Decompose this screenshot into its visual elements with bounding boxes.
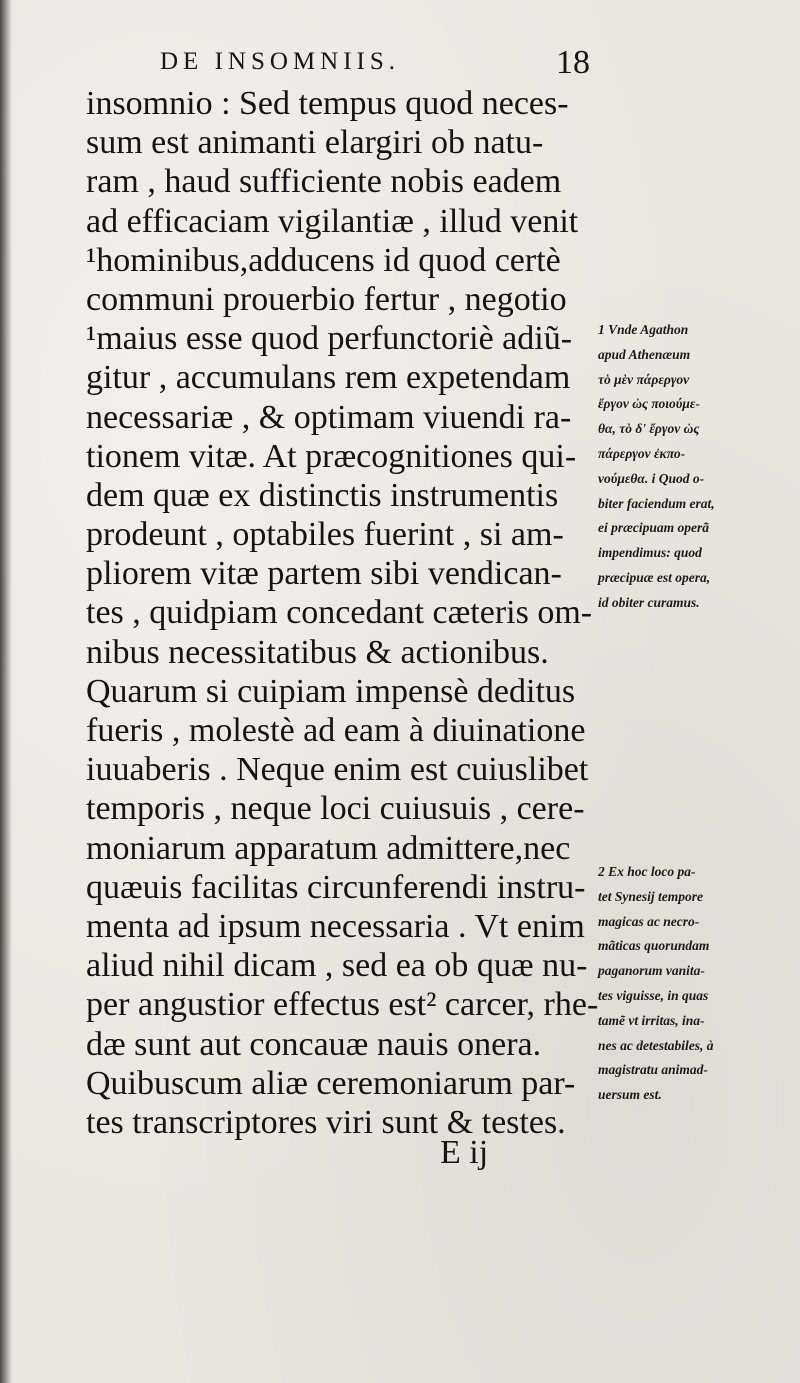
- text-line: Quarum si cuipiam impensè deditus: [86, 672, 576, 710]
- margin-note-1: [598, 318, 715, 616]
- text-line: menta ad ipsum necessaria . Vt enim: [86, 907, 585, 945]
- signature-mark: E ij: [440, 1134, 489, 1171]
- text-line: iuuaberis . Neque enim est cuiuslibet: [86, 751, 589, 789]
- page-number: 18: [556, 44, 590, 81]
- text-line: gitur , accumulans rem expetendam: [86, 359, 571, 397]
- text-line: pliorem vitæ partem sibi vendican-: [86, 555, 562, 593]
- text-line: per angustior effectus est² carcer, rhe-: [86, 986, 599, 1024]
- text-line: sum est animanti elargiri ob natu-: [86, 124, 544, 162]
- margin-note-2: [598, 860, 713, 1108]
- note-line: nes ac detestabiles, à: [598, 1037, 714, 1053]
- text-line: nibus necessitatibus & actionibus.: [86, 633, 549, 671]
- note-line: τὸ μὲν πάρεργον: [598, 371, 690, 387]
- text-line: dæ sunt aut concauæ nauis onera.: [86, 1025, 542, 1063]
- note-line: magistratu animad-: [598, 1062, 708, 1078]
- note-line: uersum est.: [598, 1087, 662, 1103]
- note-line: paganorum vanita-: [598, 963, 705, 979]
- text-line: prodeunt , optabiles fuerint , si am-: [86, 516, 564, 554]
- note-line: impendimus: quod: [598, 545, 702, 561]
- note-line: tes viguisse, in quas: [598, 987, 709, 1003]
- text-line: dem quæ ex distinctis instrumentis: [86, 476, 559, 514]
- text-line: ¹maius esse quod perfunctoriè adiũ-: [86, 320, 573, 358]
- note-line: πάρεργον ἐκπο-: [598, 445, 686, 461]
- note-line: ei præcipuam operã: [598, 520, 709, 536]
- note-line: mãticas quorundam: [598, 938, 710, 954]
- note-line: magicas ac necro-: [598, 913, 700, 929]
- text-line: Quibuscum aliæ ceremoniarum par-: [86, 1064, 576, 1102]
- text-line: moniarum apparatum admittere,nec: [86, 829, 571, 867]
- text-line: necessariæ , & optimam viuendi ra-: [86, 398, 572, 436]
- note-line: præcipuæ est opera,: [598, 569, 711, 585]
- note-line: 1 Vnde Agathon: [598, 322, 689, 337]
- text-line: quæuis facilitas circunferendi instru-: [86, 868, 586, 906]
- note-line: biter faciendum erat,: [598, 495, 715, 511]
- gutter-shadow: [0, 0, 12, 1383]
- note-line: θα, τὸ δ' ἔργον ὡς: [598, 421, 700, 437]
- text-line: insomnio : Sed tempus quod neces-: [86, 85, 569, 122]
- text-line: ad efficaciam vigilantiæ , illud venit: [86, 202, 579, 240]
- text-line: communi prouerbio fertur , negotio: [86, 280, 567, 318]
- text-line: aliud nihil dicam , sed ea ob quæ nu-: [86, 947, 588, 985]
- note-line: νούμεθα. i Quod o-: [598, 470, 705, 486]
- text-line: ram , haud sufficiente nobis eadem: [86, 163, 562, 201]
- main-text-block: [86, 84, 602, 1142]
- text-line: ¹hominibus,adducens id quod certè: [86, 241, 561, 279]
- text-line: temporis , neque loci cuiusuis , cere-: [86, 790, 585, 828]
- running-title: DE INSOMNIIS.: [160, 48, 400, 75]
- note-line: ἔργον ὡς ποιούμε-: [598, 396, 700, 412]
- text-line: tes transcriptores viri sunt & testes.: [86, 1103, 566, 1141]
- note-line: id obiter curamus.: [598, 594, 700, 610]
- text-line: tes , quidpiam concedant cæteris om-: [86, 594, 593, 632]
- note-line: tet Synesij tempore: [598, 888, 703, 904]
- note-line: tamẽ vt irritas, ina-: [598, 1012, 705, 1028]
- text-line: fueris , molestè ad eam à diuinatione: [86, 712, 586, 749]
- note-line: 2 Ex hoc loco pa-: [598, 864, 696, 879]
- note-line: apud Athenæum: [598, 346, 691, 362]
- text-line: tionem vitæ. At præcognitiones qui-: [86, 437, 577, 475]
